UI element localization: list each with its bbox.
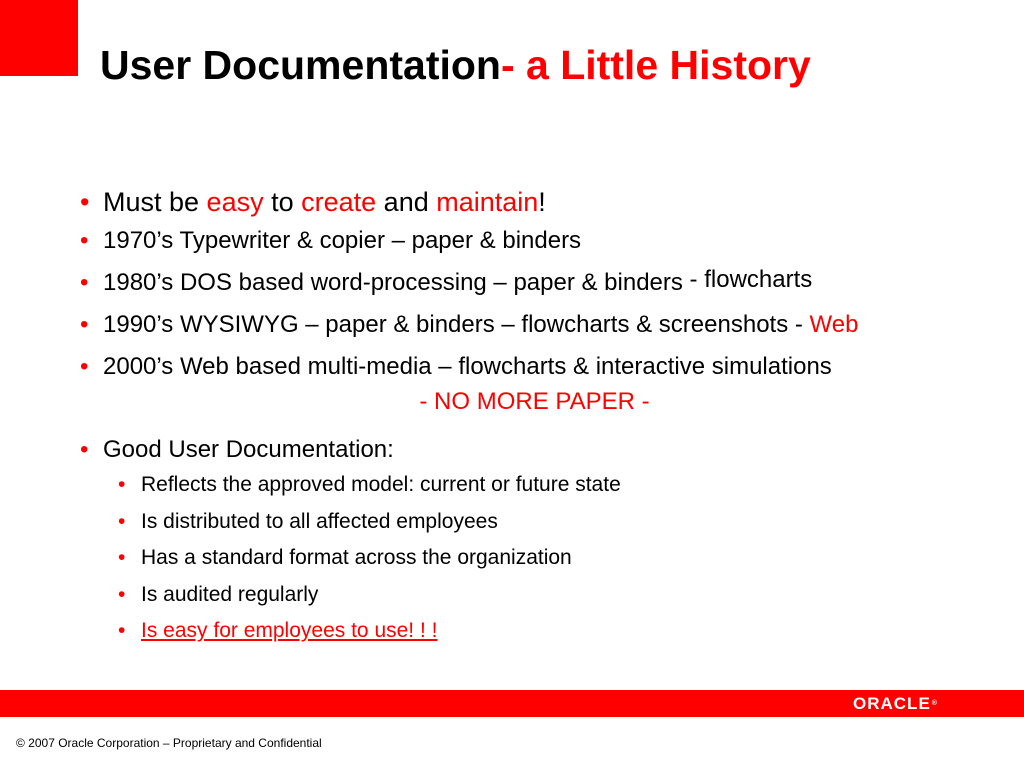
bullet-good-user-documentation: [76, 433, 1016, 467]
bullet-extra-flowcharts: - flowcharts: [682, 266, 813, 293]
sub-bullet-dot: •: [118, 473, 126, 496]
sub-bullet-dot: •: [118, 546, 126, 569]
sub-bullet-audited: [114, 581, 1016, 609]
bullet-dot: •: [80, 353, 89, 380]
bullet-text: !: [538, 187, 546, 217]
bullet-1990s: [76, 308, 1016, 342]
sub-bullet-text: Reflects the approved model: current or future state: [141, 473, 621, 496]
copyright-notice: © 2007 Oracle Corporation – Proprietary and Confidential: [16, 736, 322, 750]
bullet-1970s: [76, 224, 1016, 258]
bullet-dot: •: [80, 269, 89, 296]
bullet-dot: •: [80, 187, 90, 217]
bullet-text: 1990’s WYSIWYG – paper & binders – flowcharts & screenshots -: [103, 311, 810, 338]
bullet-dot: •: [80, 436, 89, 463]
bullet-text: Good User Documentation:: [103, 436, 394, 463]
bullet-text: 1970’s Typewriter & copier – paper & binders: [103, 227, 582, 254]
sub-bullet-dot: •: [118, 582, 126, 606]
sub-bullet-dot: •: [118, 619, 126, 642]
sub-bullet-text: Is audited regularly: [141, 582, 319, 606]
bullet-text: to: [263, 187, 302, 217]
registered-mark: ®: [931, 700, 937, 707]
sub-bullet-text: Is distributed to all affected employees: [141, 509, 498, 533]
bullet-text: Must be: [103, 187, 207, 217]
bullet-1980s: [76, 266, 1016, 300]
slide-title: [100, 40, 811, 90]
bullet-dot: •: [80, 227, 89, 254]
oracle-logo-text: ORACLE: [853, 694, 931, 713]
title-highlight: - a Little History: [500, 42, 811, 88]
keyword-web: Web: [809, 311, 859, 338]
sub-bullet-easy-to-use: [114, 617, 1016, 645]
bullet-text: and: [376, 187, 437, 217]
oracle-logo: [853, 696, 937, 712]
easy-to-use-link[interactable]: Is easy for employees to use! ! !: [141, 619, 438, 642]
keyword-easy: easy: [206, 187, 264, 217]
no-more-paper-note: - NO MORE PAPER -: [419, 388, 650, 415]
sub-bullet-dot: •: [118, 509, 126, 533]
bullet-text: 1980’s DOS based word-processing – paper & binders: [103, 269, 683, 296]
bullet-must-be-easy: [76, 183, 1016, 221]
keyword-maintain: maintain: [436, 187, 539, 217]
keyword-create: create: [301, 187, 377, 217]
sub-bullet-text: Has a standard format across the organization: [141, 546, 572, 569]
title-main: User Documentation: [100, 42, 501, 88]
corner-accent-block: [0, 0, 78, 76]
bullet-dot: •: [80, 311, 89, 338]
sub-bullet-distributed: [114, 508, 1016, 536]
bullet-text: 2000’s Web based multi-media – flowcharts & interactive simulations: [103, 353, 832, 380]
sub-bullet-standard-format: [114, 544, 1016, 572]
bullet-list: [76, 183, 1016, 654]
bullet-2000s: [76, 350, 1016, 384]
sub-bullet-reflects-model: [114, 471, 1016, 499]
